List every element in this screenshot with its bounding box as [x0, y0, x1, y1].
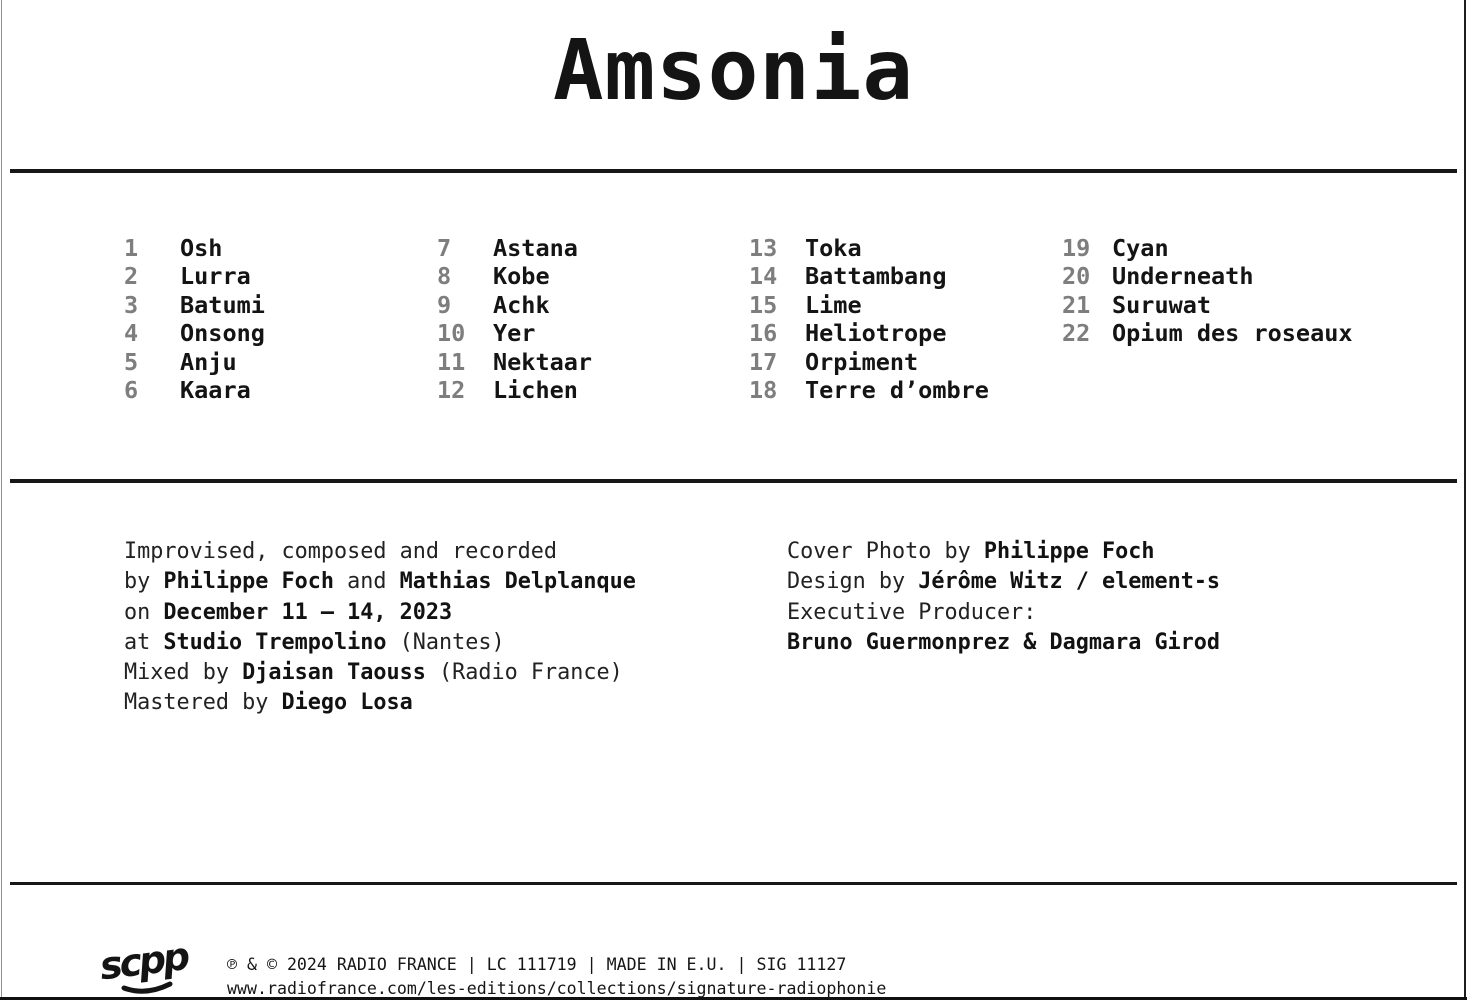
track-number: 2	[124, 262, 139, 291]
track-number: 4	[124, 319, 139, 348]
track-number: 15	[749, 290, 778, 319]
track-row	[437, 348, 592, 376]
track-number: 8	[437, 262, 452, 291]
tracklist	[0, 234, 1467, 424]
right-edge-line	[1464, 0, 1466, 1000]
track-number: 13	[749, 234, 778, 262]
scpp-logo	[94, 934, 198, 998]
track-number: 18	[749, 376, 778, 405]
track-number: 12	[437, 376, 466, 405]
track-row	[749, 234, 989, 262]
track-title: Battambang	[805, 262, 947, 291]
track-number: 21	[1062, 290, 1091, 319]
track-row	[749, 319, 989, 347]
track-row	[749, 262, 989, 290]
credit-line	[124, 567, 636, 597]
track-number: 17	[749, 347, 778, 376]
credit-line	[124, 628, 636, 658]
legal-line: ℗ & © 2024 RADIO FRANCE | LC 111719 | MADE IN E.U. | SIG 11127	[227, 955, 847, 974]
left-edge-line	[1, 0, 2, 1000]
credit-text: by	[124, 569, 164, 595]
track-number: 19	[1062, 234, 1091, 262]
track-number: 11	[437, 347, 466, 376]
credit-line	[124, 688, 636, 718]
track-title: Cyan	[1112, 234, 1169, 262]
credit-text: Improvised, composed and recorded	[124, 539, 558, 564]
track-row	[1062, 234, 1353, 262]
track-column	[749, 234, 989, 404]
credit-line	[787, 567, 1220, 597]
track-row	[749, 291, 989, 319]
track-row	[124, 234, 265, 262]
track-column	[437, 234, 592, 404]
credit-name: Bruno Guermonprez & Dagmara Girod	[787, 629, 1221, 655]
track-title: Batumi	[180, 290, 265, 319]
credit-name: Studio Trempolino	[163, 629, 387, 655]
track-row	[437, 319, 592, 347]
track-title: Terre d’ombre	[805, 376, 989, 405]
credit-text: on	[124, 599, 164, 625]
track-column	[124, 234, 265, 404]
track-title: Nektaar	[493, 347, 593, 376]
track-row	[124, 376, 265, 404]
track-number: 16	[749, 319, 778, 348]
track-row	[437, 376, 592, 404]
divider-above-footer	[10, 882, 1457, 885]
track-title: Kaara	[180, 376, 251, 405]
track-number: 1	[124, 234, 139, 262]
track-number: 22	[1062, 319, 1091, 348]
track-title: Onsong	[180, 319, 265, 348]
track-row	[1062, 262, 1353, 290]
track-number: 14	[749, 262, 778, 291]
recording-credits	[124, 537, 636, 719]
credit-name: Diego Losa	[281, 690, 413, 716]
credit-name: Philippe Foch	[163, 569, 334, 595]
track-row	[124, 291, 265, 319]
track-title: Lichen	[493, 376, 578, 405]
production-credits	[787, 537, 1220, 658]
track-title: Suruwat	[1112, 290, 1212, 319]
credit-line	[124, 658, 636, 688]
track-title: Achk	[493, 290, 550, 319]
track-title: Heliotrope	[805, 319, 947, 348]
scpp-logo-text: scpp	[97, 934, 190, 989]
track-number: 3	[124, 290, 139, 319]
divider-under-title	[10, 169, 1457, 173]
track-title: Orpiment	[805, 347, 919, 376]
credit-text: at	[124, 629, 164, 655]
credit-text: Mastered by	[124, 690, 282, 716]
credit-text: and	[333, 569, 400, 595]
track-row	[124, 262, 265, 290]
track-row	[749, 348, 989, 376]
scpp-logo-swoosh	[124, 984, 170, 991]
credit-name: December 11 – 14, 2023	[163, 599, 453, 625]
track-row	[124, 319, 265, 347]
track-row	[1062, 291, 1353, 319]
track-title: Lime	[805, 290, 862, 319]
track-number: 10	[437, 319, 466, 348]
track-row	[437, 234, 592, 262]
track-number: 7	[437, 234, 452, 262]
track-number: 20	[1062, 262, 1091, 291]
credit-text: (Nantes)	[386, 629, 505, 655]
track-number: 9	[437, 290, 452, 319]
track-column	[1062, 234, 1353, 348]
credit-text: (Radio France)	[425, 660, 623, 686]
credit-line	[124, 537, 636, 567]
credit-text: Executive Producer:	[787, 599, 1037, 625]
track-title: Astana	[493, 234, 578, 262]
credit-name: Mathias Delplanque	[399, 569, 636, 595]
track-row	[124, 348, 265, 376]
credit-line	[787, 628, 1220, 658]
credit-text: Design by	[787, 569, 919, 595]
track-row	[749, 376, 989, 404]
track-title: Anju	[180, 347, 237, 376]
track-title: Opium des roseaux	[1112, 319, 1353, 348]
track-row	[1062, 319, 1353, 347]
credit-name: Philippe Foch	[983, 539, 1155, 564]
credit-name: Djaisan Taouss	[242, 660, 426, 686]
track-title: Yer	[493, 319, 536, 348]
credit-line	[787, 598, 1220, 628]
track-number: 6	[124, 376, 139, 405]
credit-line	[787, 537, 1220, 567]
track-title: Underneath	[1112, 262, 1254, 291]
track-row	[437, 291, 592, 319]
credit-text: Cover Photo by	[787, 539, 984, 564]
divider-under-tracklist	[10, 479, 1457, 483]
credit-text: Mixed by	[124, 660, 243, 686]
website-url: www.radiofrance.com/les-editions/collections/signature-radiophonie	[227, 979, 887, 998]
track-title: Kobe	[493, 262, 550, 291]
track-title: Toka	[805, 234, 862, 262]
credit-line	[124, 598, 636, 628]
credit-name: Jérôme Witz / element-s	[918, 569, 1221, 595]
track-title: Lurra	[180, 262, 251, 291]
track-row	[437, 262, 592, 290]
track-number: 5	[124, 347, 139, 376]
track-title: Osh	[180, 234, 223, 262]
album-title: Amsonia	[552, 21, 914, 119]
